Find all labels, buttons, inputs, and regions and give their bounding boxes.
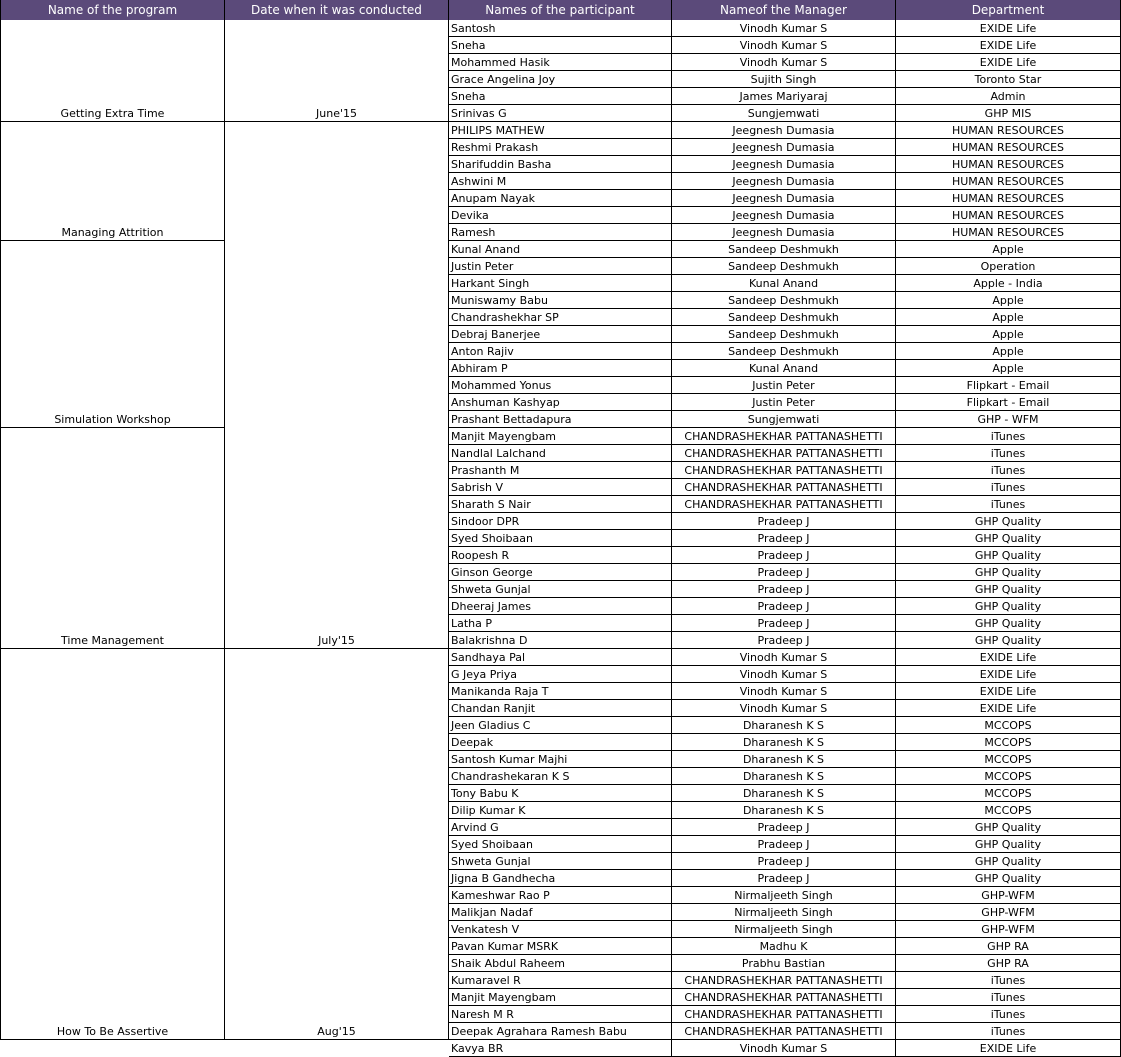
participant-cell[interactable]: Ginson George (449, 564, 672, 581)
participant-cell[interactable]: Anupam Nayak (449, 190, 672, 207)
manager-cell[interactable]: Sandeep Deshmukh (672, 292, 896, 309)
header-department[interactable]: Department (896, 0, 1121, 20)
participant-cell[interactable]: Shweta Gunjal (449, 853, 672, 870)
manager-cell[interactable]: Jeegnesh Dumasia (672, 156, 896, 173)
participant-cell[interactable]: Manjit Mayengbam (449, 989, 672, 1006)
department-cell[interactable]: Apple (896, 326, 1121, 343)
participant-cell[interactable]: Anton Rajiv (449, 343, 672, 360)
program-cell-text: Managing Attrition (61, 226, 164, 239)
participant-cell[interactable]: Sandhaya Pal (449, 649, 672, 666)
department-cell[interactable]: GHP MIS (896, 105, 1121, 122)
department-cell[interactable]: GHP Quality (896, 615, 1121, 632)
department-cell[interactable]: MCCOPS (896, 768, 1121, 785)
participant-cell[interactable]: Kumaravel R (449, 972, 672, 989)
manager-cell[interactable]: Vinodh Kumar S (672, 54, 896, 71)
header-participant[interactable]: Names of the participant (449, 0, 672, 20)
program-cell[interactable] (0, 122, 225, 241)
department-cell[interactable]: GHP Quality (896, 853, 1121, 870)
manager-cell[interactable]: Jeegnesh Dumasia (672, 190, 896, 207)
department-cell[interactable]: GHP - WFM (896, 411, 1121, 428)
participant-cell[interactable]: Chandan Ranjit (449, 700, 672, 717)
participant-cell[interactable]: Jigna B Gandhecha (449, 870, 672, 887)
participant-cell[interactable]: Deepak (449, 734, 672, 751)
manager-cell[interactable]: Pradeep J (672, 598, 896, 615)
participant-cell[interactable]: Sharath S Nair (449, 496, 672, 513)
department-cell[interactable]: iTunes (896, 479, 1121, 496)
manager-cell[interactable]: Sujith Singh (672, 71, 896, 88)
participant-cell[interactable]: Anshuman Kashyap (449, 394, 672, 411)
date-cell-text: Aug'15 (317, 1025, 356, 1038)
participant-cell[interactable]: Kunal Anand (449, 241, 672, 258)
manager-cell[interactable]: Pradeep J (672, 547, 896, 564)
participant-cell[interactable]: Harkant Singh (449, 275, 672, 292)
manager-cell[interactable]: CHANDRASHEKHAR PATTANASHETTI (672, 479, 896, 496)
department-cell[interactable]: HUMAN RESOURCES (896, 156, 1121, 173)
manager-cell[interactable]: Kunal Anand (672, 275, 896, 292)
date-cell[interactable] (225, 20, 449, 122)
participant-cell[interactable]: Sneha (449, 37, 672, 54)
participant-cell[interactable]: Manjit Mayengbam (449, 428, 672, 445)
department-cell[interactable]: GHP Quality (896, 632, 1121, 649)
department-cell[interactable]: EXIDE Life (896, 20, 1121, 37)
department-cell[interactable]: GHP-WFM (896, 904, 1121, 921)
date-cell-text: June'15 (316, 107, 357, 120)
program-cell[interactable] (0, 649, 225, 1040)
manager-cell[interactable]: Pradeep J (672, 870, 896, 887)
participant-cell[interactable]: Kavya BR (449, 1040, 672, 1057)
participant-cell[interactable]: Muniswamy Babu (449, 292, 672, 309)
participant-cell[interactable]: Reshmi Prakash (449, 139, 672, 156)
department-cell[interactable]: GHP Quality (896, 547, 1121, 564)
participant-cell[interactable]: Venkatesh V (449, 921, 672, 938)
manager-cell[interactable]: Sungjemwati (672, 105, 896, 122)
header-manager[interactable]: Nameof the Manager (672, 0, 896, 20)
participant-cell[interactable]: Sindoor DPR (449, 513, 672, 530)
department-cell[interactable]: GHP Quality (896, 564, 1121, 581)
manager-cell[interactable]: Dharanesh K S (672, 785, 896, 802)
manager-cell[interactable]: James Mariyaraj (672, 88, 896, 105)
participant-cell[interactable]: Debraj Banerjee (449, 326, 672, 343)
participant-cell[interactable]: Prashanth M (449, 462, 672, 479)
participant-cell[interactable]: Chandrashekhar SP (449, 309, 672, 326)
department-cell[interactable]: EXIDE Life (896, 700, 1121, 717)
manager-cell[interactable]: Vinodh Kumar S (672, 37, 896, 54)
manager-cell[interactable]: Justin Peter (672, 377, 896, 394)
department-cell[interactable]: Apple (896, 292, 1121, 309)
manager-cell[interactable]: Pradeep J (672, 513, 896, 530)
department-cell[interactable]: Apple - India (896, 275, 1121, 292)
participant-cell[interactable]: Devika (449, 207, 672, 224)
department-cell[interactable]: EXIDE Life (896, 649, 1121, 666)
manager-cell[interactable]: Madhu K (672, 938, 896, 955)
manager-cell[interactable]: CHANDRASHEKHAR PATTANASHETTI (672, 1023, 896, 1040)
department-cell[interactable]: iTunes (896, 428, 1121, 445)
participant-cell[interactable]: Jeen Gladius C (449, 717, 672, 734)
department-cell[interactable]: GHP Quality (896, 836, 1121, 853)
manager-cell[interactable]: Jeegnesh Dumasia (672, 122, 896, 139)
department-cell[interactable]: Apple (896, 241, 1121, 258)
participant-cell[interactable]: Sneha (449, 88, 672, 105)
manager-cell[interactable]: Nirmaljeeth Singh (672, 904, 896, 921)
department-cell[interactable]: MCCOPS (896, 785, 1121, 802)
participant-cell[interactable]: Manikanda Raja T (449, 683, 672, 700)
department-cell[interactable]: GHP Quality (896, 598, 1121, 615)
manager-cell[interactable]: Sandeep Deshmukh (672, 258, 896, 275)
participant-cell[interactable]: PHILIPS MATHEW (449, 122, 672, 139)
manager-cell[interactable]: Dharanesh K S (672, 768, 896, 785)
participant-cell[interactable]: Mohammed Yonus (449, 377, 672, 394)
participant-cell[interactable]: Mohammed Hasik (449, 54, 672, 71)
manager-cell[interactable]: Vinodh Kumar S (672, 666, 896, 683)
program-cell-text: Simulation Workshop (54, 413, 171, 426)
manager-cell[interactable]: Vinodh Kumar S (672, 649, 896, 666)
manager-cell[interactable]: Kunal Anand (672, 360, 896, 377)
participant-cell[interactable]: Latha P (449, 615, 672, 632)
participant-cell[interactable]: Prashant Bettadapura (449, 411, 672, 428)
participant-cell[interactable]: Naresh M R (449, 1006, 672, 1023)
manager-cell[interactable]: Pradeep J (672, 615, 896, 632)
participant-cell[interactable]: Malikjan Nadaf (449, 904, 672, 921)
manager-cell[interactable]: CHANDRASHEKHAR PATTANASHETTI (672, 462, 896, 479)
participant-cell[interactable]: Santosh Kumar Majhi (449, 751, 672, 768)
program-cell-text: Time Management (61, 634, 164, 647)
participant-cell[interactable]: Ramesh (449, 224, 672, 241)
program-cell[interactable] (0, 20, 225, 122)
manager-cell[interactable]: CHANDRASHEKHAR PATTANASHETTI (672, 496, 896, 513)
manager-cell[interactable]: Pradeep J (672, 632, 896, 649)
participant-cell[interactable]: Abhiram P (449, 360, 672, 377)
program-cell-text: Getting Extra Time (60, 107, 165, 120)
participant-cell[interactable]: Justin Peter (449, 258, 672, 275)
participant-cell[interactable]: Santosh (449, 20, 672, 37)
manager-cell[interactable]: Vinodh Kumar S (672, 683, 896, 700)
participant-cell[interactable]: Roopesh R (449, 547, 672, 564)
manager-cell[interactable]: Sandeep Deshmukh (672, 241, 896, 258)
program-cell[interactable] (0, 241, 225, 428)
department-cell[interactable]: Toronto Star (896, 71, 1121, 88)
header-date[interactable]: Date when it was conducted (225, 0, 449, 20)
participant-cell[interactable]: Tony Babu K (449, 785, 672, 802)
manager-cell[interactable]: Dharanesh K S (672, 802, 896, 819)
date-cell[interactable] (225, 122, 449, 649)
manager-cell[interactable]: CHANDRASHEKHAR PATTANASHETTI (672, 1006, 896, 1023)
manager-cell[interactable]: Nirmaljeeth Singh (672, 887, 896, 904)
date-cell-text: July'15 (318, 634, 355, 647)
participant-cell[interactable]: Syed Shoibaan (449, 530, 672, 547)
participant-cell[interactable]: Sabrish V (449, 479, 672, 496)
department-cell[interactable]: EXIDE Life (896, 683, 1121, 700)
department-cell[interactable]: GHP RA (896, 938, 1121, 955)
department-cell[interactable]: iTunes (896, 496, 1121, 513)
department-cell[interactable]: HUMAN RESOURCES (896, 190, 1121, 207)
department-cell[interactable]: HUMAN RESOURCES (896, 207, 1121, 224)
department-cell[interactable]: iTunes (896, 445, 1121, 462)
header-program[interactable]: Name of the program (0, 0, 225, 20)
participant-cell[interactable]: Deepak Agrahara Ramesh Babu (449, 1023, 672, 1040)
manager-cell[interactable]: CHANDRASHEKHAR PATTANASHETTI (672, 445, 896, 462)
manager-cell[interactable]: Pradeep J (672, 581, 896, 598)
manager-cell[interactable]: Jeegnesh Dumasia (672, 207, 896, 224)
manager-cell[interactable]: Prabhu Bastian (672, 955, 896, 972)
manager-cell[interactable]: Jeegnesh Dumasia (672, 224, 896, 241)
program-cell[interactable] (0, 428, 225, 649)
manager-cell[interactable]: Sandeep Deshmukh (672, 326, 896, 343)
department-cell[interactable]: GHP-WFM (896, 921, 1121, 938)
manager-cell[interactable]: Vinodh Kumar S (672, 20, 896, 37)
department-cell[interactable]: GHP RA (896, 955, 1121, 972)
manager-cell[interactable]: Justin Peter (672, 394, 896, 411)
manager-cell[interactable]: Pradeep J (672, 819, 896, 836)
participant-cell[interactable]: Balakrishna D (449, 632, 672, 649)
manager-cell[interactable]: Jeegnesh Dumasia (672, 173, 896, 190)
department-cell[interactable]: iTunes (896, 989, 1121, 1006)
department-cell[interactable]: Apple (896, 343, 1121, 360)
program-cell-text: How To Be Assertive (56, 1025, 169, 1038)
department-cell[interactable]: GHP Quality (896, 513, 1121, 530)
department-cell[interactable]: HUMAN RESOURCES (896, 122, 1121, 139)
manager-cell[interactable]: CHANDRASHEKHAR PATTANASHETTI (672, 428, 896, 445)
department-cell[interactable]: iTunes (896, 972, 1121, 989)
manager-cell[interactable]: Dharanesh K S (672, 717, 896, 734)
department-cell[interactable]: iTunes (896, 1023, 1121, 1040)
department-cell[interactable]: GHP-WFM (896, 887, 1121, 904)
department-cell[interactable]: Admin (896, 88, 1121, 105)
department-cell[interactable]: Flipkart - Email (896, 394, 1121, 411)
participant-cell[interactable]: Srinivas G (449, 105, 672, 122)
manager-cell[interactable]: Dharanesh K S (672, 751, 896, 768)
department-cell[interactable]: EXIDE Life (896, 54, 1121, 71)
participant-cell[interactable]: Chandrashekaran K S (449, 768, 672, 785)
department-cell[interactable]: GHP Quality (896, 870, 1121, 887)
department-cell[interactable]: EXIDE Life (896, 1040, 1121, 1057)
participant-cell[interactable]: Shaik Abdul Raheem (449, 955, 672, 972)
department-cell[interactable]: HUMAN RESOURCES (896, 224, 1121, 241)
manager-cell[interactable]: Sandeep Deshmukh (672, 343, 896, 360)
department-cell[interactable]: iTunes (896, 1006, 1121, 1023)
manager-cell[interactable]: Pradeep J (672, 836, 896, 853)
department-cell[interactable]: Flipkart - Email (896, 377, 1121, 394)
participant-cell[interactable]: Dheeraj James (449, 598, 672, 615)
manager-cell[interactable]: Pradeep J (672, 530, 896, 547)
manager-cell[interactable]: Sungjemwati (672, 411, 896, 428)
department-cell[interactable]: Apple (896, 309, 1121, 326)
department-cell[interactable]: HUMAN RESOURCES (896, 139, 1121, 156)
manager-cell[interactable]: Dharanesh K S (672, 734, 896, 751)
department-cell[interactable]: MCCOPS (896, 717, 1121, 734)
participant-cell[interactable]: Syed Shoibaan (449, 836, 672, 853)
manager-cell[interactable]: Pradeep J (672, 564, 896, 581)
department-cell[interactable]: GHP Quality (896, 581, 1121, 598)
manager-cell[interactable]: Vinodh Kumar S (672, 1040, 896, 1057)
manager-cell[interactable]: Pradeep J (672, 853, 896, 870)
manager-cell[interactable]: Jeegnesh Dumasia (672, 139, 896, 156)
department-cell[interactable]: MCCOPS (896, 751, 1121, 768)
department-cell[interactable]: Apple (896, 360, 1121, 377)
department-cell[interactable]: EXIDE Life (896, 666, 1121, 683)
department-cell[interactable]: GHP Quality (896, 530, 1121, 547)
participant-cell[interactable]: Kameshwar Rao P (449, 887, 672, 904)
department-cell[interactable]: GHP Quality (896, 819, 1121, 836)
manager-cell[interactable]: Nirmaljeeth Singh (672, 921, 896, 938)
department-cell[interactable]: HUMAN RESOURCES (896, 173, 1121, 190)
participant-cell[interactable]: Grace Angelina Joy (449, 71, 672, 88)
participant-cell[interactable]: Sharifuddin Basha (449, 156, 672, 173)
manager-cell[interactable]: CHANDRASHEKHAR PATTANASHETTI (672, 972, 896, 989)
department-cell[interactable]: MCCOPS (896, 734, 1121, 751)
participant-cell[interactable]: Ashwini M (449, 173, 672, 190)
department-cell[interactable]: Operation (896, 258, 1121, 275)
participant-cell[interactable]: Nandlal Lalchand (449, 445, 672, 462)
manager-cell[interactable]: Sandeep Deshmukh (672, 309, 896, 326)
department-cell[interactable]: iTunes (896, 462, 1121, 479)
manager-cell[interactable]: CHANDRASHEKHAR PATTANASHETTI (672, 989, 896, 1006)
participant-cell[interactable]: Shweta Gunjal (449, 581, 672, 598)
department-cell[interactable]: MCCOPS (896, 802, 1121, 819)
department-cell[interactable]: EXIDE Life (896, 37, 1121, 54)
manager-cell[interactable]: Vinodh Kumar S (672, 700, 896, 717)
participant-cell[interactable]: Pavan Kumar MSRK (449, 938, 672, 955)
participant-cell[interactable]: Arvind G (449, 819, 672, 836)
participant-cell[interactable]: Dilip Kumar K (449, 802, 672, 819)
participant-cell[interactable]: G Jeya Priya (449, 666, 672, 683)
date-cell[interactable] (225, 649, 449, 1040)
